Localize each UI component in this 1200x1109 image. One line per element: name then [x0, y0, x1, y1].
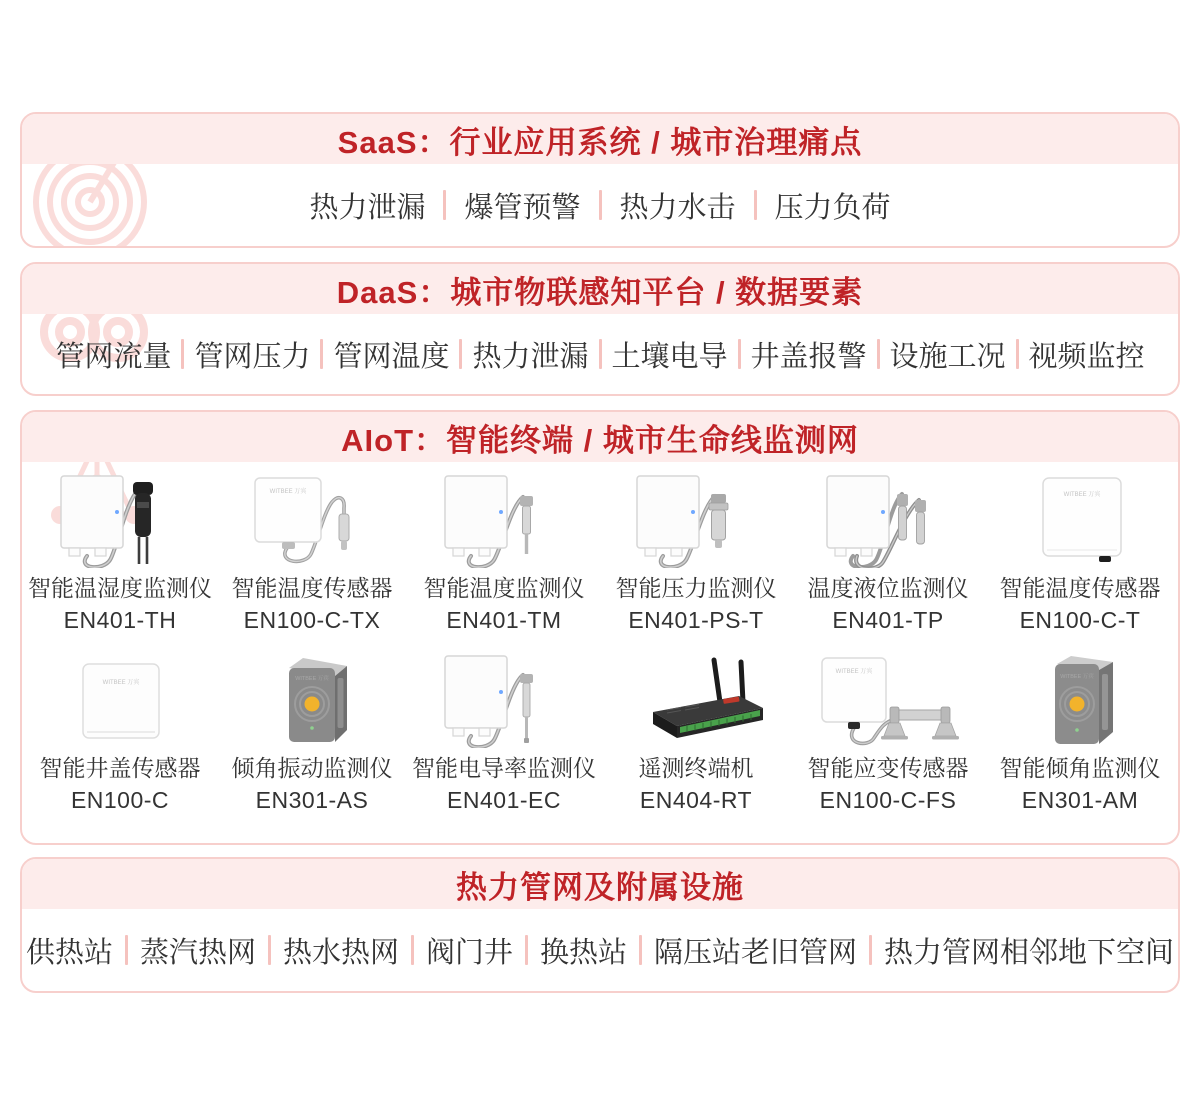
- device-name: 智能温度传感器: [231, 575, 393, 601]
- saas-item: 热力水击: [619, 191, 736, 224]
- brand-label: WITBEE 万宾: [102, 680, 140, 686]
- device-card-en100-c-fs: [792, 650, 984, 816]
- section-saas: [20, 112, 1180, 248]
- item-divider: [639, 935, 642, 965]
- pipeline-item: 隔压站老旧管网: [654, 936, 858, 969]
- pipeline-item: 供热站: [25, 936, 113, 969]
- item-divider: [268, 935, 271, 965]
- logger-black-soil-probe-icon: [35, 470, 205, 568]
- device-card-en301-as: [216, 650, 408, 816]
- item-divider: [411, 935, 414, 965]
- section-aiot: [20, 410, 1180, 845]
- brand-label: WITBEE 万宾: [295, 676, 329, 682]
- item-divider: [599, 339, 602, 369]
- saas-title: SaaS：行业应用系统 / 城市治理痛点: [337, 124, 863, 160]
- device-model: EN301-AM: [1021, 787, 1139, 813]
- item-divider: [125, 935, 128, 965]
- item-divider: [599, 190, 602, 220]
- saas-item: 热力泄漏: [309, 191, 426, 224]
- daas-item: 管网压力: [194, 340, 311, 373]
- panel-plain-icon: [995, 470, 1165, 568]
- pipeline-header: [22, 859, 1178, 909]
- pipeline-item: 阀门井: [425, 936, 513, 969]
- section-daas: [20, 262, 1180, 396]
- device-card-en301-am: [984, 650, 1176, 816]
- item-divider: [738, 339, 741, 369]
- daas-header: [22, 264, 1178, 314]
- pipeline-items: [26, 930, 1174, 971]
- daas-items: [55, 334, 1144, 375]
- device-name: 智能温湿度监测仪: [28, 575, 212, 601]
- pipeline-item: 换热站: [540, 936, 628, 969]
- aiot-device-grid: [22, 462, 1178, 816]
- brand-label: WITBEE 万宾: [1060, 674, 1094, 680]
- device-name: 智能温度传感器: [999, 575, 1161, 601]
- device-model: EN100-C: [70, 787, 170, 813]
- item-divider: [525, 935, 528, 965]
- item-divider: [869, 935, 872, 965]
- tilt-box-yellow-button-icon: [227, 650, 397, 748]
- device-card-en404-rt: [600, 650, 792, 816]
- item-divider: [459, 339, 462, 369]
- saas-item: 压力负荷: [774, 191, 891, 224]
- device-model: EN100-C-T: [1019, 607, 1141, 633]
- pipeline-item: 热水热网: [282, 936, 399, 969]
- daas-item: 管网温度: [333, 340, 450, 373]
- device-model: EN401-TM: [446, 607, 562, 633]
- saas-header: [22, 114, 1178, 164]
- saas-item: 爆管预警: [464, 191, 581, 224]
- panel-temp-probe-icon: [227, 470, 397, 568]
- device-card-en401-tm: [408, 470, 600, 636]
- device-name: 温度液位监测仪: [807, 575, 969, 601]
- logger-slim-probe-icon: [419, 470, 589, 568]
- daas-item: 设施工况: [889, 340, 1006, 373]
- device-name: 遥测终端机: [638, 755, 754, 781]
- item-divider: [1016, 339, 1019, 369]
- logger-ec-probe-icon: [419, 650, 589, 748]
- pipeline-body: [22, 909, 1178, 991]
- section-pipeline: [20, 857, 1180, 993]
- device-card-en401-tp: [792, 470, 984, 636]
- daas-body: [22, 314, 1178, 394]
- panel-flat-icon: [35, 650, 205, 748]
- device-model: EN100-C-FS: [819, 787, 957, 813]
- item-divider: [877, 339, 880, 369]
- saas-items: [309, 185, 890, 226]
- device-card-en100-c-tx: [216, 470, 408, 636]
- device-name: 智能井盖传感器: [39, 755, 201, 781]
- device-card-en401-ps-t: [600, 470, 792, 636]
- brand-label: WITBEE 万宾: [835, 669, 873, 675]
- device-name: 倾角振动监测仪: [231, 755, 393, 781]
- pipeline-title: 热力管网及附属设施: [456, 869, 744, 905]
- tilt-box-yellow-button-tall-icon: [995, 650, 1165, 748]
- device-card-en100-c: [24, 650, 216, 816]
- pipeline-item: 热力管网相邻地下空间: [884, 936, 1175, 969]
- device-card-en401-ec: [408, 650, 600, 816]
- device-card-en401-th: [24, 470, 216, 636]
- device-model: EN401-PS-T: [628, 607, 764, 633]
- device-model: EN100-C-TX: [243, 607, 381, 633]
- logger-pressure-probe-icon: [611, 470, 781, 568]
- device-model: EN401-TH: [63, 607, 177, 633]
- saas-body: [22, 164, 1178, 246]
- device-model: EN401-TP: [832, 607, 944, 633]
- item-divider: [320, 339, 323, 369]
- device-name: 智能压力监测仪: [615, 575, 777, 601]
- daas-title: DaaS：城市物联感知平台 / 数据要素: [336, 274, 864, 310]
- device-name: 智能电导率监测仪: [412, 755, 596, 781]
- device-name: 智能温度监测仪: [423, 575, 585, 601]
- daas-item: 热力泄漏: [472, 340, 589, 373]
- device-model: EN301-AS: [255, 787, 369, 813]
- daas-item: 井盖报警: [750, 340, 867, 373]
- item-divider: [754, 190, 757, 220]
- device-card-en100-c-t: [984, 470, 1176, 636]
- aiot-header: [22, 412, 1178, 462]
- pipeline-item: 蒸汽热网: [139, 936, 256, 969]
- daas-item: 视频监控: [1028, 340, 1145, 373]
- device-name: 智能应变传感器: [807, 755, 969, 781]
- device-name: 智能倾角监测仪: [999, 755, 1161, 781]
- aiot-title: AIoT：智能终端 / 城市生命线监测网: [341, 422, 859, 458]
- brand-label: WITBEE 万宾: [269, 489, 307, 495]
- daas-item: 管网流量: [55, 340, 172, 373]
- device-model: EN401-EC: [447, 787, 561, 813]
- brand-label: WITBEE 万宾: [1063, 492, 1101, 498]
- item-divider: [181, 339, 184, 369]
- logger-dual-probe-icon: [803, 470, 973, 568]
- daas-item: 土壤电导: [611, 340, 728, 373]
- device-model: EN404-RT: [639, 787, 753, 813]
- item-divider: [443, 190, 446, 220]
- rtu-router-antennas-icon: [611, 650, 781, 748]
- panel-strain-gauge-icon: [798, 650, 978, 748]
